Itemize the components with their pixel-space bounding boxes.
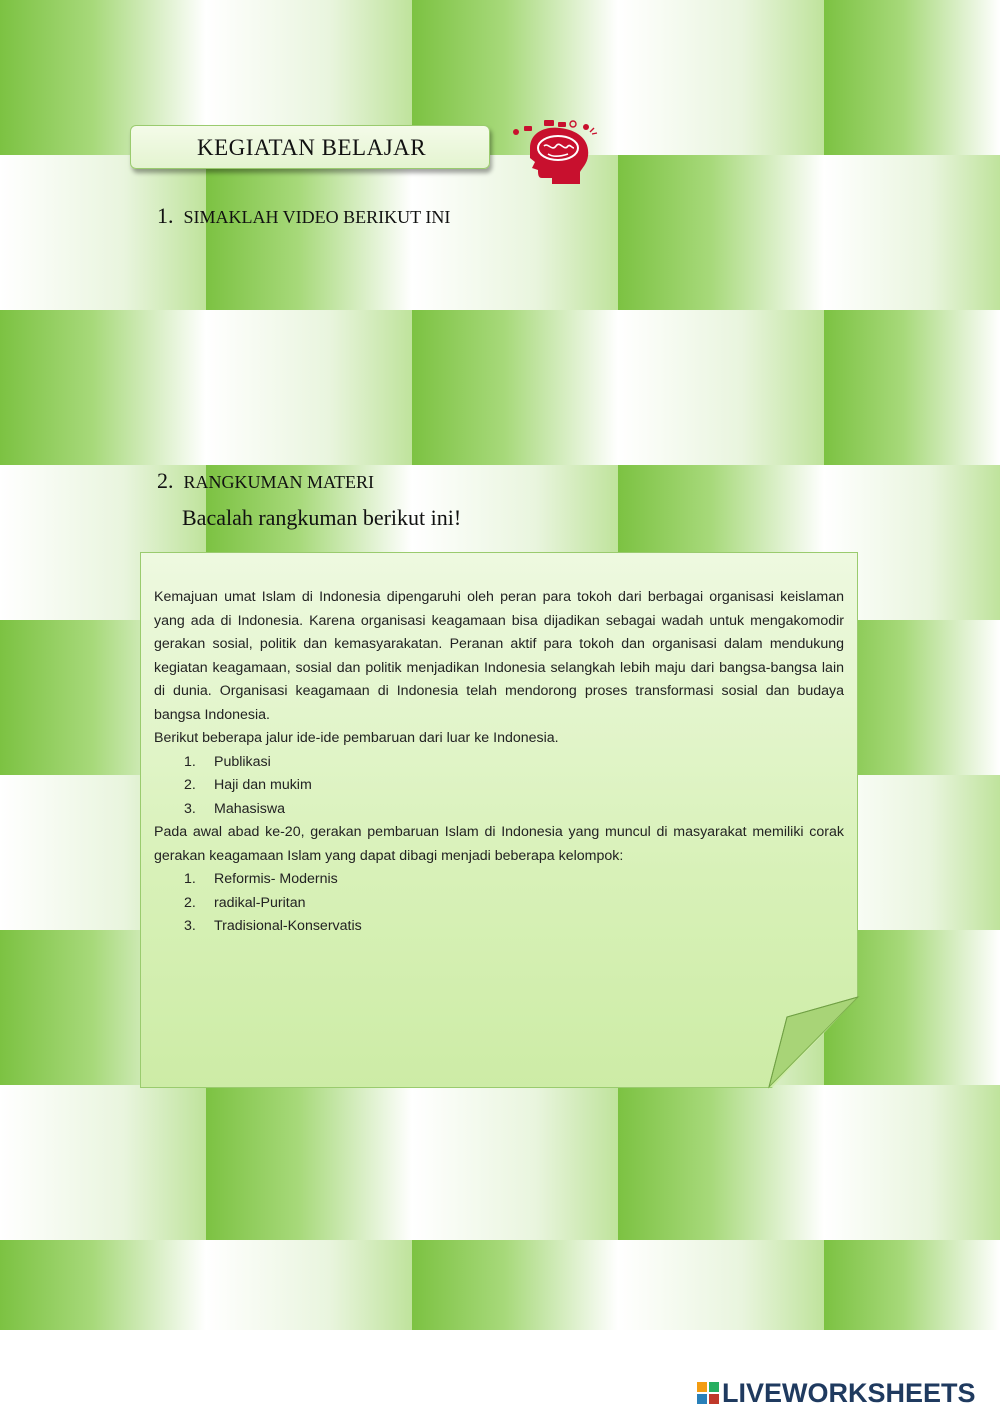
background-tile	[206, 155, 412, 310]
section-summary	[157, 468, 374, 494]
brand-name: LIVEWORKSHEETS	[722, 1377, 976, 1408]
summary-intro: Kemajuan umat Islam di Indonesia dipengaruhi oleh peran para tokoh dari berbagai organisasi keislaman yang ada di Indonesia. Karena organisasi keagamaan bisa dijadikan sebagai wadah untuk mengakomodir gerakan sosial, politik dan kemasyarakatan. Peranan aktif para tokoh dan organisasi dalam mendukung kegiatan keagamaan, sosial dan politik menjadikan Indonesia selangkah lebih maju dari bangsa-bangsa lain di dunia. Organisasi keagamaan di Indonesia telah mendorong proses transformasi sosial dan budaya bangsa Indonesia.	[154, 589, 844, 723]
background-tile	[0, 1085, 206, 1240]
background-tile	[618, 310, 824, 465]
liveworksheets-logo-icon	[697, 1382, 719, 1404]
summary-text	[154, 586, 844, 939]
background-tile	[824, 1085, 1000, 1240]
section-number: 2.	[157, 468, 174, 493]
background-tile	[0, 310, 206, 465]
background-tile	[824, 155, 1000, 310]
background-tile	[824, 1240, 1000, 1330]
background-tile	[206, 1240, 412, 1330]
brain-icon	[502, 118, 602, 186]
background-tile	[412, 1085, 618, 1240]
page-title: KEGIATAN BELAJAR	[197, 135, 427, 160]
background-tile	[824, 310, 1000, 465]
background-tile	[618, 155, 824, 310]
list-item: 3. Tradisional-Konservatis	[184, 918, 362, 934]
list2-intro: Pada awal abad ke-20, gerakan pembaruan Islam di Indonesia yang muncul di masyarakat memiliki corak gerakan keagamaan Islam yang dapat dibagi menjadi beberapa kelompok:	[154, 824, 844, 864]
title-banner	[130, 125, 490, 169]
section-number: 1.	[157, 203, 174, 228]
background-tile	[206, 310, 412, 465]
list-item: 3. Mahasiswa	[184, 800, 285, 817]
page-curl	[765, 993, 860, 1089]
background-tile	[618, 1240, 824, 1330]
brand-footer[interactable]	[697, 1378, 976, 1408]
section-label: SIMAKLAH VIDEO BERIKUT INI	[183, 207, 451, 227]
list-item: 2. Haji dan mukim	[184, 777, 312, 793]
background-tile	[412, 310, 618, 465]
list-item: 2. radikal-Puritan	[184, 894, 306, 911]
background-tile	[824, 0, 1000, 155]
background-tile	[206, 1085, 412, 1240]
list-movement-groups	[154, 868, 844, 939]
background-tile	[618, 0, 824, 155]
section-label: RANGKUMAN MATERI	[183, 472, 375, 492]
list-reform-channels	[154, 751, 844, 822]
background-tile	[0, 1240, 206, 1330]
list1-intro: Berikut beberapa jalur ide-ide pembaruan dari luar ke Indonesia.	[154, 730, 559, 746]
instruction-text: Bacalah rangkuman berikut ini!	[182, 505, 462, 530]
section-video	[157, 203, 450, 229]
background-tile	[618, 1085, 824, 1240]
background-tile	[412, 1240, 618, 1330]
list-item: 1. Reformis- Modernis	[184, 871, 338, 887]
list-item: 1. Publikasi	[184, 753, 271, 770]
background-tile	[0, 155, 206, 310]
